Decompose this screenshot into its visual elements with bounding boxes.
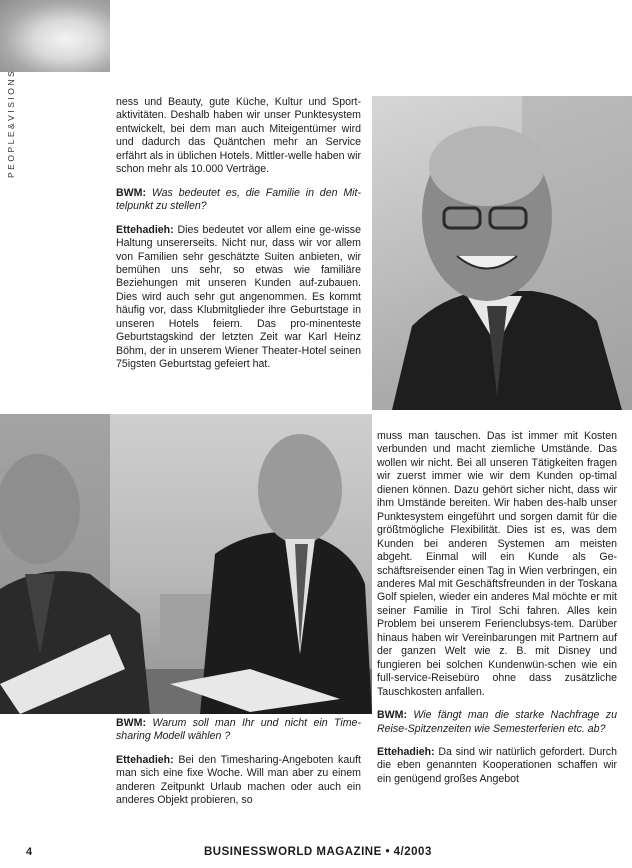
question-2: [116, 717, 361, 744]
magazine-footer: BUSINESSWORLD MAGAZINE • 4/2003: [204, 846, 432, 858]
answer-3-label: Ettehadieh:: [377, 745, 435, 758]
intro-paragraph: ness und Beauty, gute Küche, Kultur und Sport-aktivitäten. Deshalb haben wir unser Punktesystem entwickelt, bei dem man auch Miteigentümer wird und dadurch das Quäntchen mehr an Service erfährt als in üblichen Hotels. Mittler-welle haben wir schon mehr als 10.000 Verträge.: [116, 96, 361, 176]
answer-1-label: Ettehadieh:: [116, 223, 174, 236]
question-3-text: Wie fängt man die starke Nachfrage zu Reise-Spitzenzeiten wie Semesterferien etc. ab?: [377, 709, 617, 735]
answer-3-text: Da sind wir natürlich gefordert. Durch die eben genannten Kooperationen schaffen wir ein genügend großes Angebot: [377, 745, 617, 785]
continuation-paragraph: muss man tauschen. Das ist immer mit Kosten verbunden und macht ziemliche Umstände. Das wollen wir nicht. Bei all unseren Tätigkeiten fragen wir zuerst immer wie wir dem Kunden op-timal dienen können. Dazu gehört sicher nicht, dass wir ihm Umstände bereiten. Wir haben des-halb unser Punktesystem eingeführt und sorgen damit für die größtmögliche Flexibilität. Dies ist es, was dem Kunden bei anderen Systemen am meisten abgeht. Einmal will ein Kunde als Ge-schäftsreisender einen Tag in Wien verbringen, ein anderes Mal mit Geschäftsfreunden in der Toskana Golf spielen, wieder ein anderes Mal möchte er mit seiner Familie in Tirol Schi fahren. Alles kein Problem bei unserem Ferienclubsys-tem. Darüber hinaus haben wir Vereinbarungen mit Partnern auf der ganzen Welt wie z. B. mit Disney und fungieren bei solchen Kundenwün-schen wie ein full-service-Reisebüro ohne dass zusätzliche Tauschkosten anfallen.: [377, 430, 617, 698]
question-3: [377, 709, 617, 736]
portrait-photo: [372, 96, 632, 410]
answer-1-text: Dies bedeutet vor allem eine ge-wisse Haltung unsererseits. Nicht nur, dass wir vor allem von Familien sehr geschätzte Suiten anbieten, wir bemühen uns sehr, so etwas wie familiäre Beziehungen mit unseren Kunden auf-zubauen. Dies wird auch sehr gut angenommen. Es kommt häufig vor, dass Klubmitglieder ihre Geburtstage in unseren Hotels feiern. Das pro-minenteste Geburtstagskind der letzten Zeit war Karl Heinz Böhm, der in unserem Wiener Theater-Hotel seinen 75igsten Geburtstag gefeiert hat.: [116, 223, 361, 371]
question-2-text: Warum soll man Ihr und nicht ein Time-sharing Modell wählen ?: [116, 717, 361, 743]
section-label: PEOPLE&VISIONS: [6, 68, 16, 178]
answer-1: [116, 224, 361, 372]
page-number: 4: [26, 846, 33, 858]
answer-3: [377, 746, 617, 786]
left-column-top: [116, 96, 361, 382]
question-1-label: BWM:: [116, 186, 147, 199]
left-column-bottom: [116, 717, 361, 818]
right-column: [377, 430, 617, 796]
answer-2-text: Bei den Timesharing-Angeboten kauft man sich eine fixe Woche. Will man aber zu einem anderen Zeitpunkt Urlaub machen oder auch ein anderes Objekt probieren, so: [116, 753, 361, 807]
question-2-label: BWM:: [116, 717, 147, 729]
question-1: [116, 187, 361, 214]
question-3-label: BWM:: [377, 709, 408, 722]
meeting-photo: [0, 414, 372, 714]
answer-2: [116, 754, 361, 808]
question-1-text: Was bedeutet es, die Familie in den Mit-telpunkt zu stellen?: [116, 186, 361, 213]
answer-2-label: Ettehadieh:: [116, 753, 174, 766]
